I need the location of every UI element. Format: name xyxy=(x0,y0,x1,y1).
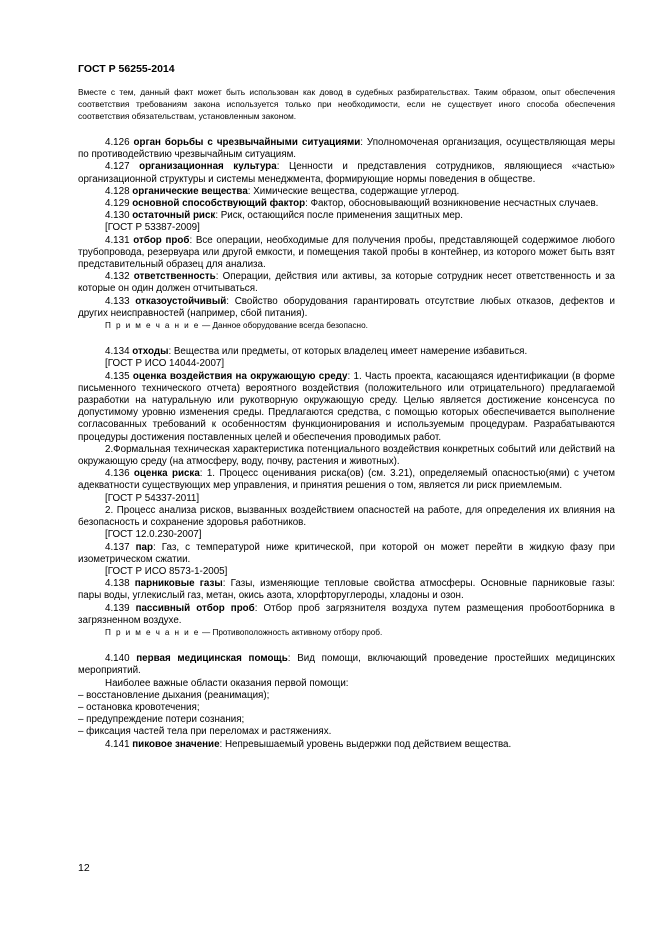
term-4-128: 4.128 органические вещества: Химические вещества, содержащие углерод. xyxy=(105,185,460,197)
term-4-139: 4.139 пассивный отбор проб: Отбор проб загрязнителя воздуха путем размещения пробоотборника в загрязненном воздухе. xyxy=(78,602,615,626)
intro-paragraph: Вместе с тем, данный факт может быть использован как довод в судебных разбирательствах. Таким образом, опыт обеспечения соответствия требованиям закона используется только при необходимости, если не существует иного способа обеспечения соответствия обязательствам, установленным законом. xyxy=(78,87,615,122)
standard-header: ГОСТ Р 56255-2014 xyxy=(78,63,175,75)
first-aid-areas-intro: Наиболее важные области оказания первой помощи: xyxy=(105,677,349,689)
term-4-131: 4.131 отбор проб: Все операции, необходимые для получения пробы, представляющей содержимое любого трубопровода, резервуара или другой емкости, и помещения такой пробы в контейнер, из которого может быть взят представительный образец для анализа. xyxy=(78,234,616,271)
list-item: – фиксация частей тела при переломах и растяжениях. xyxy=(78,726,332,738)
term-4-137: 4.137 пар: Газ, с температурой ниже критической, при которой он может перейти в жидкую фазу при изометрическом сжатии. xyxy=(78,541,615,565)
term-4-132: 4.132 ответственность: Операции, действия или активы, за которые сотрудник несет ответственность и за которые он один должен отчитываться. xyxy=(78,271,615,295)
reference: [ГОСТ Р 53387-2009] xyxy=(105,222,200,234)
term-4-126: 4.126 орган борьбы с чрезвычайными ситуациями: Уполномоченая организация, осуществляющая меры по противодействию чрезвычайным ситуациям. xyxy=(78,137,615,161)
term-4-138: 4.138 парниковые газы: Газы, изменяющие тепловые свойства атмосферы. Основные парниковые газы: пары воды, углекислый газ, метан, окись азота, хлорфторуглероды, хладоны и озон. xyxy=(78,578,615,602)
term-4-133: 4.133 отказоустойчивый: Свойство оборудования гарантировать отсутствие любых отказов, дефектов и других неисправностей (например, сбой питания). xyxy=(78,295,615,319)
terms-list xyxy=(78,137,615,751)
reference: [ГОСТ Р ИСО 14044-2007] xyxy=(105,358,225,370)
list-item: – восстановление дыхания (реанимация); xyxy=(78,689,270,701)
list-item: – предупреждение потери сознания; xyxy=(78,714,245,726)
term-4-136-def-2: 2. Процесс анализа рисков, вызванных воздействием опасностей на работе, для определения их влияния на безопасность и сохранение здоровья работников. xyxy=(78,504,615,529)
reference: [ГОСТ Р ИСО 8573-1-2005] xyxy=(105,565,228,577)
note: П р и м е ч а н и е — Данное оборудование всегда безопасно. xyxy=(105,321,368,331)
term-4-130: 4.130 остаточный риск: Риск, остающийся после применения защитных мер. xyxy=(105,210,463,222)
term-4-140: 4.140 первая медицинская помощь: Вид помощи, включающий проведение простейших медицинских мероприятий. xyxy=(78,653,615,677)
reference: [ГОСТ Р 54337-2011] xyxy=(105,492,200,504)
page-number: 12 xyxy=(78,862,90,874)
term-4-129: 4.129 основной способствующий фактор: Фактор, обосновывающий возникновение несчастных случаев. xyxy=(105,198,599,210)
list-item: – остановка кровотечения; xyxy=(78,701,200,713)
term-4-135: 4.135 оценка воздействия на окружающую среду: 1. Часть проекта, касающаяся идентификации (в форме письменного технического отчета) вероятного воздействия (положительного или отрицательного) предлагаемой разработки на натуральную или рукотворную окружающую среду. Целью является достижение консенсуса по допустимому уровню изменения среды. Предлагаются средства, с помощью которых обеспечивается выполнение согласованных требований к особенностям функционирования и используемым процедурам. Разрабатываются процедуры достижения поставленных целей и обеспечения проводимых работ. xyxy=(78,370,615,443)
term-4-127: 4.127 организационная культура: Ценности и представления сотрудников, являющиеся «частью» организационной структуры и системы менеджмента, формирующие нормы поведения в обществе. xyxy=(78,161,615,185)
term-4-141: 4.141 пиковое значение: Непревышаемый уровень выдержки под действием вещества. xyxy=(105,738,512,750)
note: П р и м е ч а н и е — Противоположность активному отбору проб. xyxy=(105,627,383,637)
term-4-134: 4.134 отходы: Вещества или предметы, от которых владелец имеет намерение избавиться. xyxy=(105,346,528,358)
term-4-136: 4.136 оценка риска: 1. Процесс оценивания риска(ов) (см. 3.21), определяемый опасностью(ями) с учетом адекватности существующих мер управления, и принятия решения о том, является ли риск приемлемым. xyxy=(78,468,615,492)
term-4-135-def-2: 2.Формальная техническая характеристика потенциального воздействия конкретных событий или действий на окружающую среду (на атмосферу, воду, почву, растения и животных). xyxy=(78,443,615,468)
reference: [ГОСТ 12.0.230-2007] xyxy=(105,529,202,541)
